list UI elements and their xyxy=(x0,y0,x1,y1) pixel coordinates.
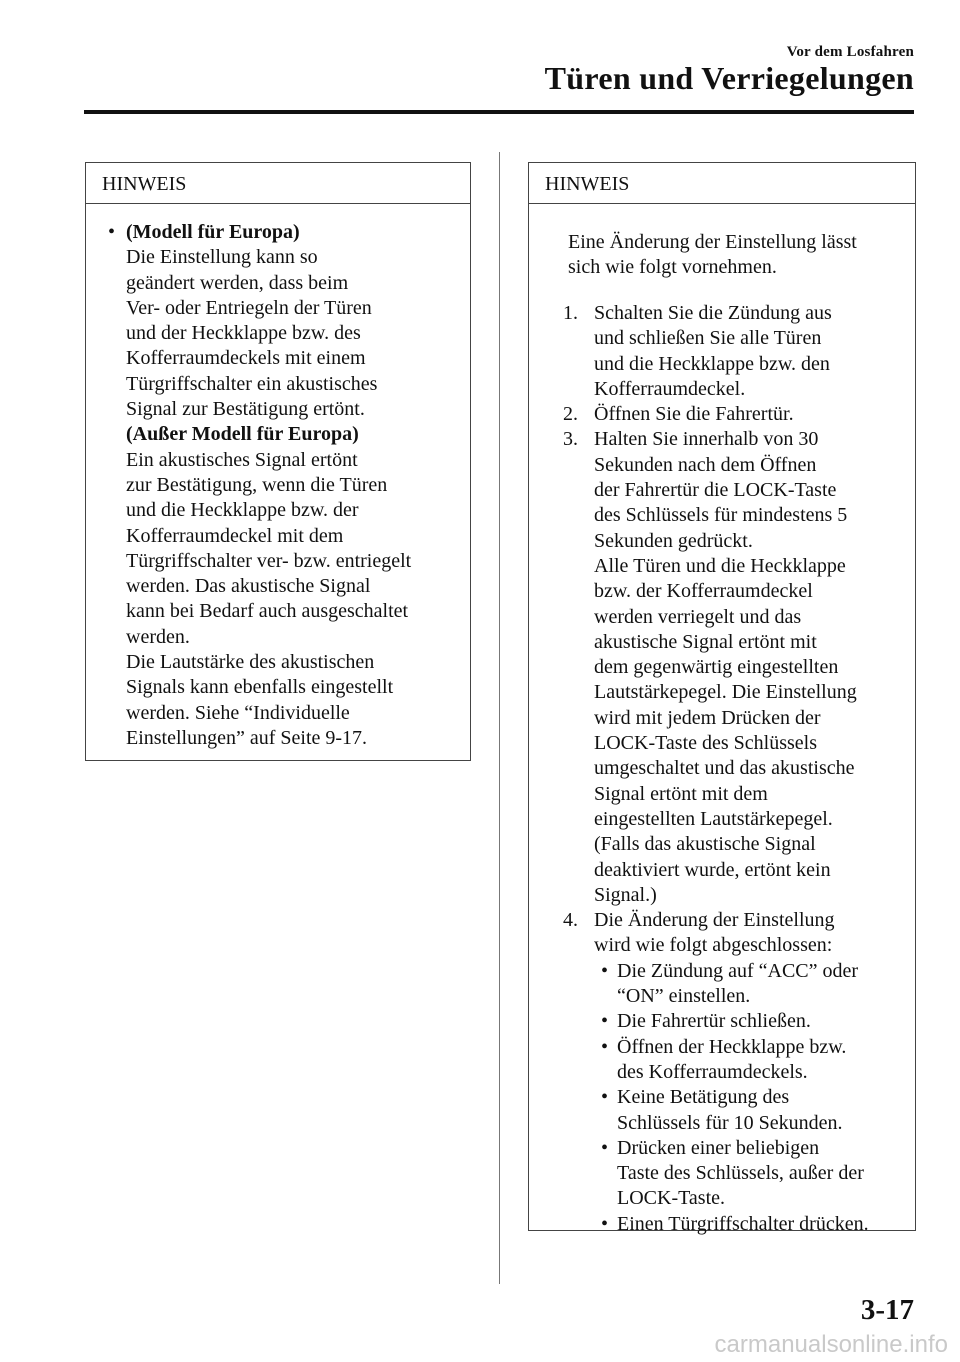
text-line: Drücken einer beliebigen xyxy=(617,1136,820,1159)
bullet-icon: • xyxy=(108,221,116,243)
text-line: LOCK-Taste. xyxy=(617,1187,726,1210)
text-line: werden. Das akustische Signal xyxy=(126,575,371,598)
note-heading: HINWEIS xyxy=(86,163,470,204)
europe-label: (Modell für Europa) xyxy=(126,221,300,243)
text-line: Signal.) xyxy=(594,883,657,906)
text-line: Signal zur Bestätigung ertönt. xyxy=(126,398,365,421)
step-number: 3. xyxy=(563,428,578,451)
text-line: Signal ertönt mit dem xyxy=(594,782,768,805)
note-body xyxy=(108,220,463,751)
bullet-icon: • xyxy=(601,1086,609,1109)
header-rule xyxy=(84,110,914,114)
text-line: Alle Türen und die Heckklappe xyxy=(594,554,846,577)
step-item xyxy=(563,427,913,908)
text-line: und der Heckklappe bzw. des xyxy=(126,322,361,345)
text-line: “ON” einstellen. xyxy=(617,985,751,1008)
text-line: Schlüssels für 10 Sekunden. xyxy=(617,1111,843,1134)
text-line: Einstellungen” auf Seite 9-17. xyxy=(126,726,368,749)
text-line: der Fahrertür die LOCK-Taste xyxy=(594,479,837,502)
sub-item xyxy=(594,1136,913,1212)
text-line: werden. Siehe “Individuelle xyxy=(126,701,350,724)
text-line: Die Einstellung kann so xyxy=(126,246,318,269)
note-box-right xyxy=(528,162,916,1235)
text-line: Ver- oder Entriegeln der Türen xyxy=(126,296,372,319)
text-line: Die Zündung auf “ACC” oder xyxy=(617,959,859,982)
step-item xyxy=(563,402,913,427)
bullet-icon: • xyxy=(601,1212,609,1235)
text-line: dem gegenwärtig eingestellten xyxy=(594,656,839,679)
text-line: Die Änderung der Einstellung xyxy=(594,909,835,932)
step-item xyxy=(563,908,913,1237)
bullet-icon: • xyxy=(601,1035,609,1058)
sub-item xyxy=(594,959,913,1010)
sub-item xyxy=(594,1085,913,1136)
text-line: des Kofferraumdeckels. xyxy=(617,1060,808,1083)
text-line: Halten Sie innerhalb von 30 xyxy=(594,428,819,451)
text-line: Öffnen Sie die Fahrertür. xyxy=(594,403,794,426)
text-line: Keine Betätigung des xyxy=(617,1086,790,1109)
text-line: Die Fahrertür schließen. xyxy=(617,1010,811,1033)
text-line: geändert werden, dass beim xyxy=(126,271,349,294)
text-line: Kofferraumdeckel. xyxy=(594,377,746,400)
text-line: Taste des Schlüssels, außer der xyxy=(617,1162,864,1185)
text-line: akustische Signal ertönt mit xyxy=(594,630,817,653)
text-line: Eine Änderung der Einstellung lässt xyxy=(568,231,857,253)
page-title: Türen und Verriegelungen xyxy=(544,60,914,96)
text-line: und die Heckklappe bzw. den xyxy=(594,352,830,375)
text-line: LOCK-Taste des Schlüssels xyxy=(594,732,818,755)
text-line: Ein akustisches Signal ertönt xyxy=(126,448,358,471)
non-europe-label: (Außer Modell für Europa) xyxy=(126,423,359,446)
section-label: Vor dem Losfahren xyxy=(786,44,914,60)
text-line: deaktiviert wurde, ertönt kein xyxy=(594,858,831,881)
bullet-icon: • xyxy=(601,1136,609,1159)
text-line: Sekunden gedrückt. xyxy=(594,529,753,552)
text-line: Lautstärkepegel. Die Einstellung xyxy=(594,681,857,704)
step-number: 4. xyxy=(563,909,578,932)
text-line: Kofferraumdeckel mit dem xyxy=(126,524,344,547)
note-heading: HINWEIS xyxy=(529,163,915,204)
intro-text xyxy=(568,230,908,281)
text-line: Schalten Sie die Zündung aus xyxy=(594,302,832,324)
text-line: wird mit jedem Drücken der xyxy=(594,706,821,729)
bullet-icon: • xyxy=(601,1010,609,1033)
sub-item xyxy=(594,1035,913,1086)
bullet-icon: • xyxy=(601,959,609,982)
step-item xyxy=(563,301,913,402)
text-line: des Schlüssels für mindestens 5 xyxy=(594,504,848,527)
step-number: 1. xyxy=(563,302,578,324)
text-line: Einen Türgriffschalter drücken. xyxy=(617,1212,869,1235)
page-number: 3-17 xyxy=(860,1294,914,1326)
text-line: Sekunden nach dem Öffnen xyxy=(594,453,817,476)
text-line: Türgriffschalter ein akustisches xyxy=(126,372,378,395)
text-line: Kofferraumdeckels mit einem xyxy=(126,347,366,370)
text-line: Die Lautstärke des akustischen xyxy=(126,651,375,674)
watermark-url: carmanualsonline.info xyxy=(714,1331,948,1358)
text-line: Signals kann ebenfalls eingestellt xyxy=(126,676,394,699)
text-line: werden verriegelt und das xyxy=(594,605,802,628)
step-number: 2. xyxy=(563,403,578,426)
sub-item xyxy=(594,1212,913,1237)
text-line: kann bei Bedarf auch ausgeschaltet xyxy=(126,600,409,623)
text-line: eingestellten Lautstärkepegel. xyxy=(594,807,833,830)
text-line: (Falls das akustische Signal xyxy=(594,833,816,856)
steps-list xyxy=(563,301,913,1237)
text-line: Öffnen der Heckklappe bzw. xyxy=(617,1035,847,1058)
column-divider xyxy=(499,152,500,1284)
text-line: bzw. der Kofferraumdeckel xyxy=(594,580,813,603)
text-line: Türgriffschalter ver- bzw. entriegelt xyxy=(126,549,412,572)
sub-item xyxy=(594,1009,913,1034)
text-line: wird wie folgt abgeschlossen: xyxy=(594,934,833,957)
text-line: zur Bestätigung, wenn die Türen xyxy=(126,473,388,496)
text-line: umgeschaltet und das akustische xyxy=(594,757,855,780)
text-line: und schließen Sie alle Türen xyxy=(594,327,822,350)
text-line: sich wie folgt vornehmen. xyxy=(568,256,777,279)
text-line: und die Heckklappe bzw. der xyxy=(126,499,359,522)
text-line: werden. xyxy=(126,625,190,648)
note-box-left xyxy=(85,162,471,761)
bullet-text xyxy=(108,220,463,751)
